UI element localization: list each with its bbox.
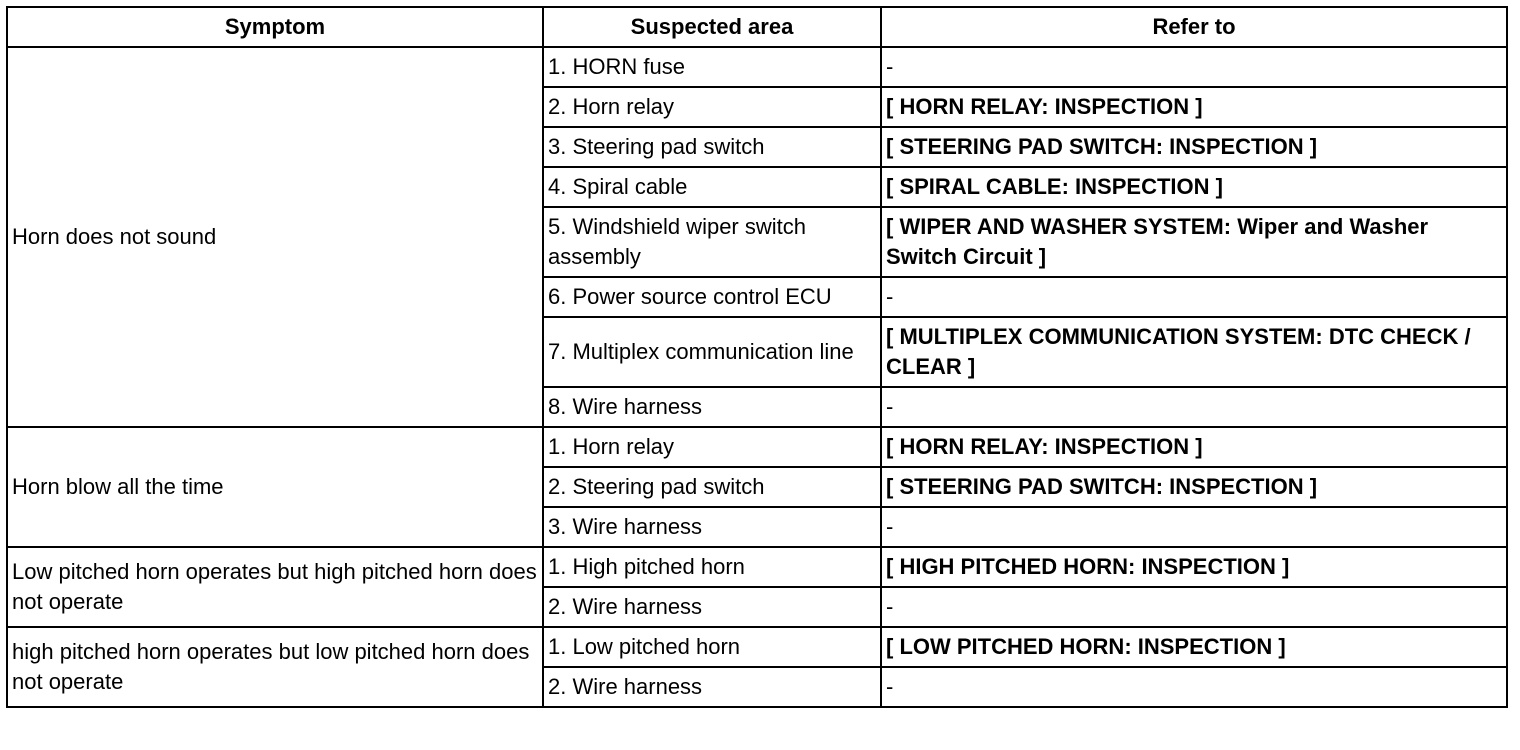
symptom-cell: high pitched horn operates but low pitched horn does not operate: [7, 627, 543, 707]
header-suspected-area: Suspected area: [543, 7, 881, 47]
suspected-area-cell: 4. Spiral cable: [543, 167, 881, 207]
suspected-area-cell: 1. HORN fuse: [543, 47, 881, 87]
table-row: [7, 47, 1507, 87]
refer-to-link[interactable]: [ HORN RELAY: INSPECTION ]: [881, 427, 1507, 467]
suspected-area-cell: 1. Horn relay: [543, 427, 881, 467]
suspected-area-cell: 2. Wire harness: [543, 667, 881, 707]
table-row: [7, 627, 1507, 667]
refer-to-link[interactable]: [ WIPER AND WASHER SYSTEM: Wiper and Washer Switch Circuit ]: [881, 207, 1507, 277]
suspected-area-cell: 6. Power source control ECU: [543, 277, 881, 317]
refer-to-link[interactable]: [ HIGH PITCHED HORN: INSPECTION ]: [881, 547, 1507, 587]
symptom-cell: Low pitched horn operates but high pitched horn does not operate: [7, 547, 543, 627]
suspected-area-cell: 3. Steering pad switch: [543, 127, 881, 167]
table-row: [7, 547, 1507, 587]
symptom-cell: Horn does not sound: [7, 47, 543, 427]
refer-to-link[interactable]: [ STEERING PAD SWITCH: INSPECTION ]: [881, 127, 1507, 167]
refer-to-link[interactable]: [ HORN RELAY: INSPECTION ]: [881, 87, 1507, 127]
suspected-area-cell: 7. Multiplex communication line: [543, 317, 881, 387]
suspected-area-cell: 5. Windshield wiper switch assembly: [543, 207, 881, 277]
suspected-area-cell: 2. Wire harness: [543, 587, 881, 627]
suspected-area-cell: 2. Steering pad switch: [543, 467, 881, 507]
suspected-area-cell: 8. Wire harness: [543, 387, 881, 427]
refer-to-cell: -: [881, 667, 1507, 707]
table-row: [7, 427, 1507, 467]
refer-to-link[interactable]: [ SPIRAL CABLE: INSPECTION ]: [881, 167, 1507, 207]
refer-to-link[interactable]: [ MULTIPLEX COMMUNICATION SYSTEM: DTC CHECK / CLEAR ]: [881, 317, 1507, 387]
refer-to-cell: -: [881, 507, 1507, 547]
refer-to-cell: -: [881, 587, 1507, 627]
symptom-cell: Horn blow all the time: [7, 427, 543, 547]
header-symptom: Symptom: [7, 7, 543, 47]
problem-symptoms-table: [6, 6, 1508, 708]
refer-to-cell: -: [881, 277, 1507, 317]
refer-to-cell: -: [881, 387, 1507, 427]
suspected-area-cell: 3. Wire harness: [543, 507, 881, 547]
header-refer-to: Refer to: [881, 7, 1507, 47]
refer-to-link[interactable]: [ STEERING PAD SWITCH: INSPECTION ]: [881, 467, 1507, 507]
refer-to-cell: -: [881, 47, 1507, 87]
refer-to-link[interactable]: [ LOW PITCHED HORN: INSPECTION ]: [881, 627, 1507, 667]
suspected-area-cell: 2. Horn relay: [543, 87, 881, 127]
suspected-area-cell: 1. Low pitched horn: [543, 627, 881, 667]
header-row: [7, 7, 1507, 47]
suspected-area-cell: 1. High pitched horn: [543, 547, 881, 587]
